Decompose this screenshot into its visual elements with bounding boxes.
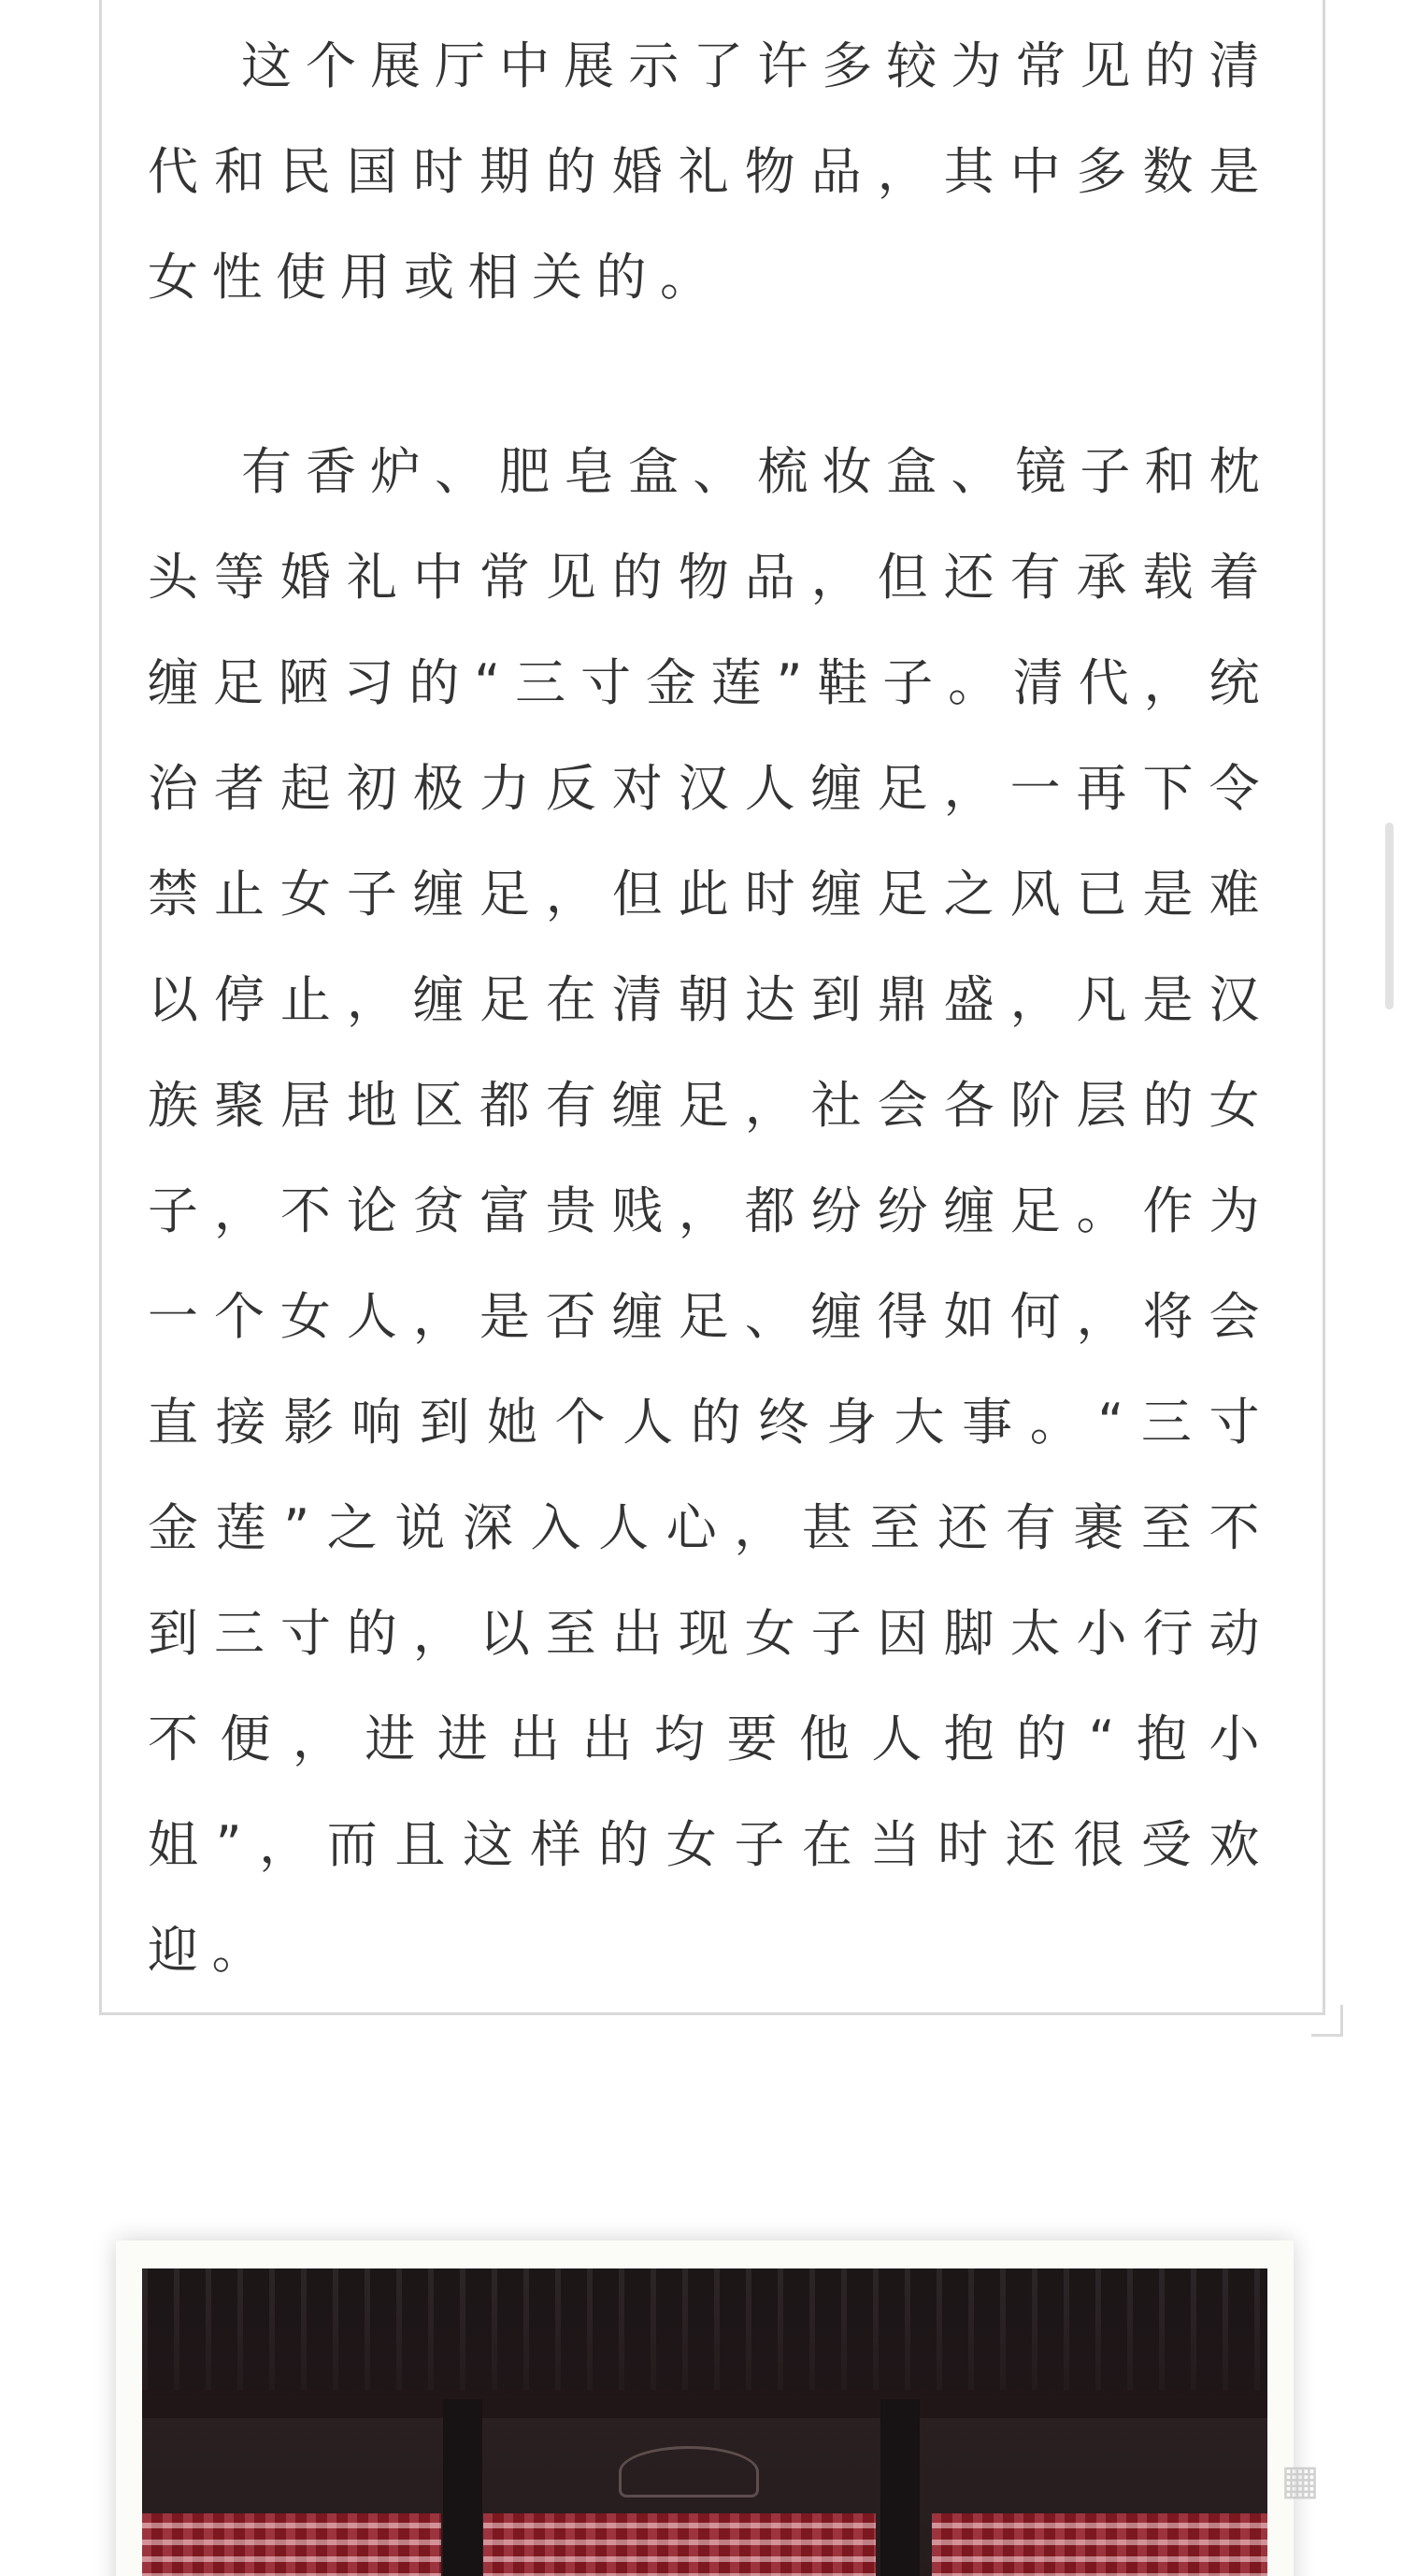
scrollbar-thumb[interactable] bbox=[1385, 823, 1394, 1009]
carved-ornament bbox=[619, 2446, 759, 2497]
red-lattice-window bbox=[483, 2513, 876, 2576]
article-paragraph-1: 这个展厅中展示了许多较为常见的清代和民国时期的婚礼物品，其中多数是女性使用或相关的。 bbox=[148, 36, 1273, 307]
wooden-pillar bbox=[443, 2399, 482, 2576]
gallery-icon[interactable]: ▦ bbox=[1280, 2456, 1320, 2504]
red-lattice-window bbox=[142, 2513, 441, 2576]
red-lattice-window bbox=[932, 2513, 1267, 2576]
card-corner-decoration bbox=[1311, 2005, 1343, 2037]
article-paragraph-2: 有香炉、肥皂盒、梳妆盒、镜子和枕头等婚礼中常见的物品，但还有承载着缠足陋习的“三寸金莲”鞋子。清代，统治者起初极力反对汉人缠足，一再下令禁止女子缠足，但此时缠足之风已是难以停止，缠足在清朝达到鼎盛，凡是汉族聚居地区都有缠足，社会各阶层的女子，不论贫富贵贱，都纷纷缠足。作为一个女人，是否缠足、缠得如何，将会直接影响到她个人的终身大事。“三寸金莲”之说深入人心，甚至还有裹至不到三寸的，以至出现女子因脚太小行动不便，进进出出均要他人抱的“抱小姐”，而且这样的女子在当时还很受欢迎。 bbox=[148, 442, 1273, 1980]
ceiling-shade bbox=[142, 2268, 1267, 2418]
photo-frame bbox=[116, 2240, 1294, 2576]
exhibition-hall-photo[interactable] bbox=[142, 2268, 1267, 2576]
wooden-pillar bbox=[880, 2399, 920, 2576]
